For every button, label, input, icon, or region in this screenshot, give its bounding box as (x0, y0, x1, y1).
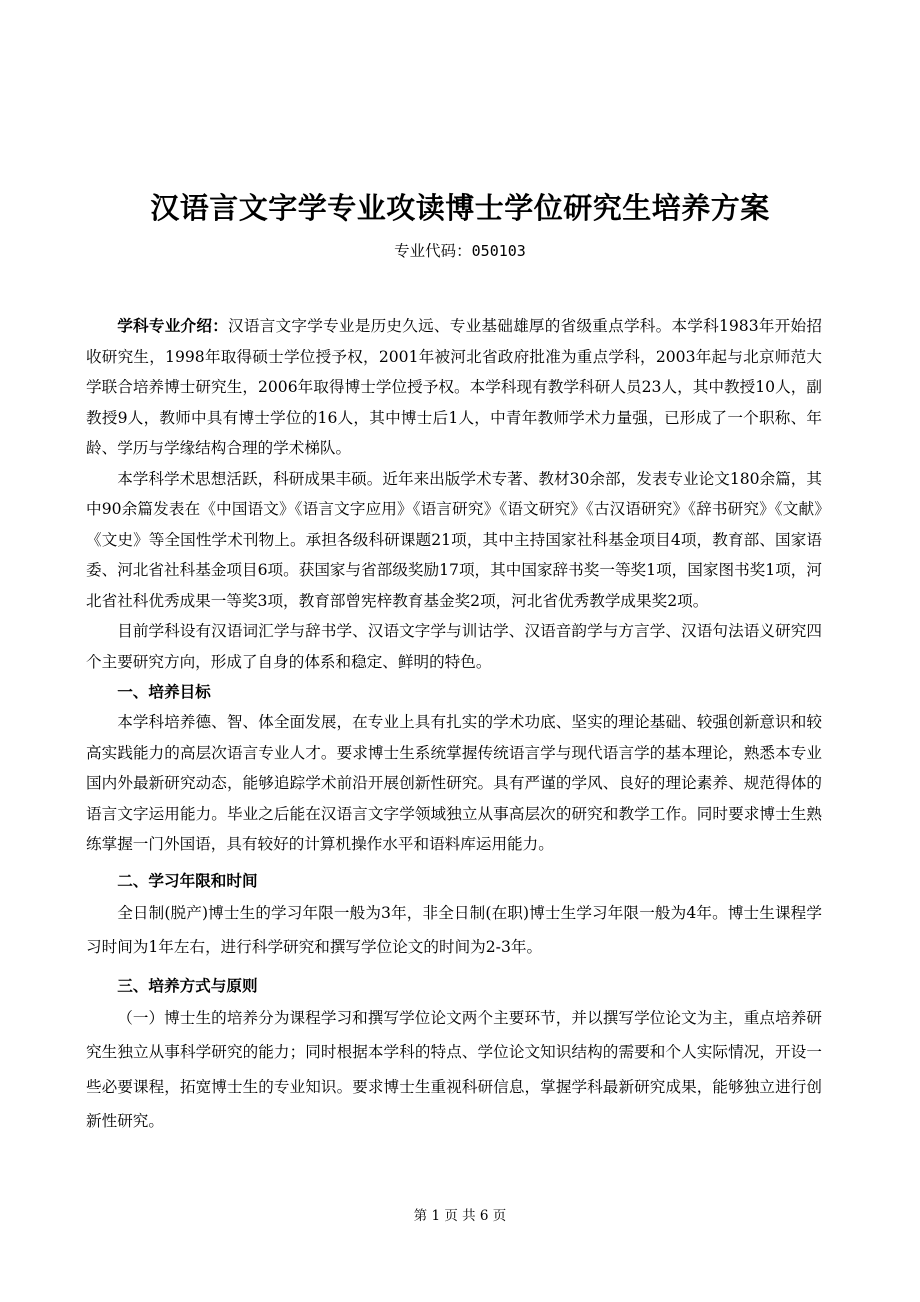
section-text-methods: （一）博士生的培养分为课程学习和撰写学位论文两个主要环节，并以撰写学位论文为主，重点培养研究生独立从事科学研究的能力；同时根据本学科的特点、学位论文知识结构的需要和个人实际情况，开设一些必要课程，拓宽博士生的专业知识。要求博士生重视科研信息，掌握学科最新研究成果，能够独立进行创新性研究。 (86, 1008, 822, 1130)
major-code-line (0, 240, 920, 262)
major-code-label: 专业代码： (394, 242, 472, 260)
section-heading-duration: 二、学习年限和时间 (117, 871, 258, 890)
intro-paragraph-3: 目前学科设有汉语词汇学与辞书学、汉语文字学与训诂学、汉语音韵学与方言学、汉语句法语义研究四个主要研究方向，形成了自身的体系和稳定、鲜明的特色。 (86, 622, 822, 671)
page-title: 汉语言文字学专业攻读博士学位研究生培养方案 (150, 191, 770, 225)
section-heading-methods: 三、培养方式与原则 (117, 976, 258, 995)
section-heading-goals: 一、培养目标 (117, 683, 211, 701)
intro-paragraph-2: 本学科学术思想活跃，科研成果丰硕。近年来出版学术专著、教材30余部，发表专业论文180余篇，其中90余篇发表在《中国语文》《语言文字应用》《语言研究》《语文研究》《古汉语研究》《辞书研究》《文献》《文史》等全国性学术刊物上。承担各级科研课题21项，其中主持国家社科基金项目4项，教育部、国家语委、河北省社科基金项目6项。获国家与省部级奖励17项，其中国家辞书奖一等奖1项，国家图书奖1项，河北省社科优秀成果一等奖3项，教育部曾宪梓教育基金奖2项，河北省优秀教学成果奖2项。 (86, 469, 822, 610)
page-number: 第 1 页 共 6 页 (413, 1208, 507, 1224)
intro-text-1: 汉语言文字学专业是历史久远、专业基础雄厚的省级重点学科。本学科1983年开始招收研究生，1998年取得硕士学位授予权，2001年被河北省政府批准为重点学科，2003年起与北京师范大学联合培养博士研究生，2006年取得博士学位授予权。本学科现有教学科研人员23人，其中教授10人，副教授9人，教师中具有博士学位的16人，其中博士后1人，中青年教师学术力量强，已形成了一个职称、年龄、学历与学缘结构合理的学术梯队。 (86, 317, 822, 457)
intro-paragraph-1 (86, 311, 822, 464)
document-body (86, 311, 822, 1139)
intro-lead: 学科专业介绍： (117, 317, 229, 335)
major-code-value: 050103 (471, 242, 526, 260)
section-text-duration: 全日制(脱产)博士生的学习年限一般为3年，非全日制(在职)博士生学习年限一般为4年。博士生课程学习时间为1年左右，进行科学研究和撰写学位论文的时间为2-3年。 (86, 903, 822, 956)
section-text-goals: 本学科培养德、智、体全面发展，在专业上具有扎实的学术功底、坚实的理论基础、较强创新意识和较高实践能力的高层次语言专业人才。要求博士生系统掌握传统语言学与现代语言学的基本理论，熟悉本专业国内外最新研究动态，能够追踪学术前沿开展创新性研究。具有严谨的学风、良好的理论素养、规范得体的语言文字运用能力。毕业之后能在汉语言文字学领域独立从事高层次的研究和教学工作。同时要求博士生熟练掌握一门外国语，具有较好的计算机操作水平和语料库运用能力。 (86, 713, 822, 853)
